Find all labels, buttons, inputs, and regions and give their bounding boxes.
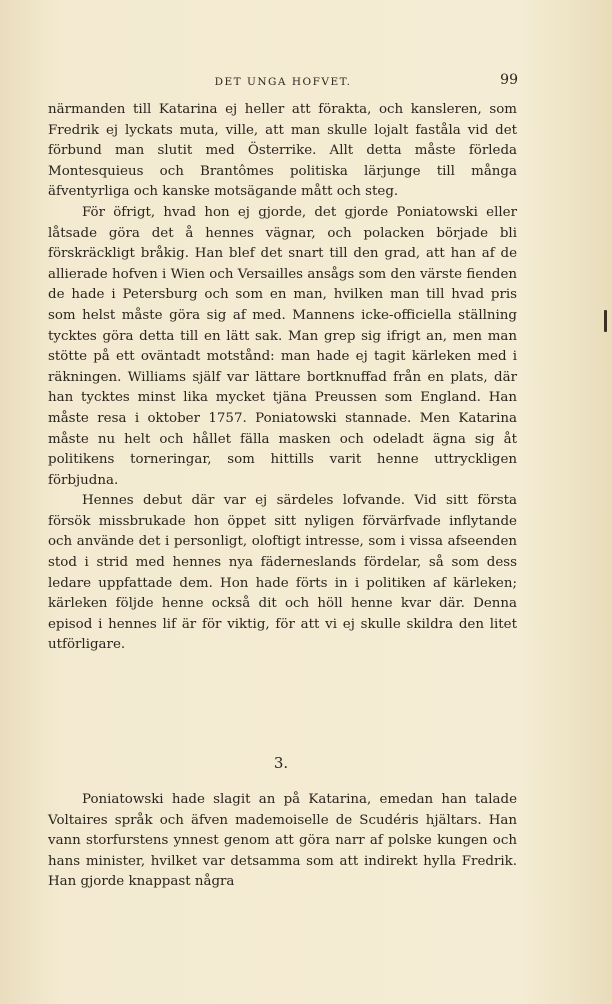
page-header [48,72,518,92]
page-number: 99 [500,72,518,88]
paragraph: Hennes debut där var ej särdeles lofvande. Vid sitt första försök missbrukade hon öppet sitt nyligen förvärfvade inflytande och använde det i personligt, oloftigt intresse, som i vissa afseenden stod i strid med hennes nya fäderneslands fördelar, så som dess ledare uppfattade dem. Hon hade förts in i politiken af kärleken; kärleken följde henne också dit och höll henne kvar där. Denna episod i hennes lif är för viktig, för att vi ej skulle skildra den litet utförligare. [48,493,517,653]
running-head: DET UNGA HOFVET. [214,76,352,88]
section-number: 3. [273,754,289,772]
section-body-text [48,790,517,893]
paragraph-continued: närmanden till Katarina ej heller att förakta, och kansleren, som Fredrik ej lyckats muta, ville, att man skulle lojalt faståla vid det förbund man slutit med Österrike. Allt detta måste förleda Montesquieus och Brantômes politiska lärjunge till många äfventyrliga och kanske motsägande mått och steg. [48,102,517,200]
paragraph: För öfrigt, hvad hon ej gjorde, det gjorde Poniatowski eller låtsade göra det å hennes vägnar, och polacken började bli förskräckligt bråkig. Han blef det snart till den grad, att han af de allierade hofven i Wien och Versailles ansågs som den värste fienden de hade i Petersburg och som en man, hvilken man till hvad pris som helst måste göra sig af med. Mannens icke-officiella ställning tycktes göra detta till en lätt sak. Man grep sig ifrigt an, men man stötte på ett oväntadt motstånd: man hade ej tagit kärleken med i räkningen. Williams själf var lättare bortknuffad från en plats, där han tycktes minst lika mycket tjäna Preussen som England. Han måste resa i oktober 1757. Poniatowski stannade. Men Katarina måste nu helt och hållet fälla masken och odeladt ägna sig åt politikens torneringar, som hittills varit henne uttryckligen förbjudna. [48,204,517,488]
body-text [48,100,517,656]
paragraph: Poniatowski hade slagit an på Katarina, emedan han talade Voltaires språk och äfven mademoiselle de Scudéris hjältars. Han vann storfurstens ynnest genom att göra narr af polske kungen och hans minister, hvilket var detsamma som att indirekt hylla Fredrik. Han gjorde knappast några [48,792,517,890]
page-edge-mark [604,310,607,332]
